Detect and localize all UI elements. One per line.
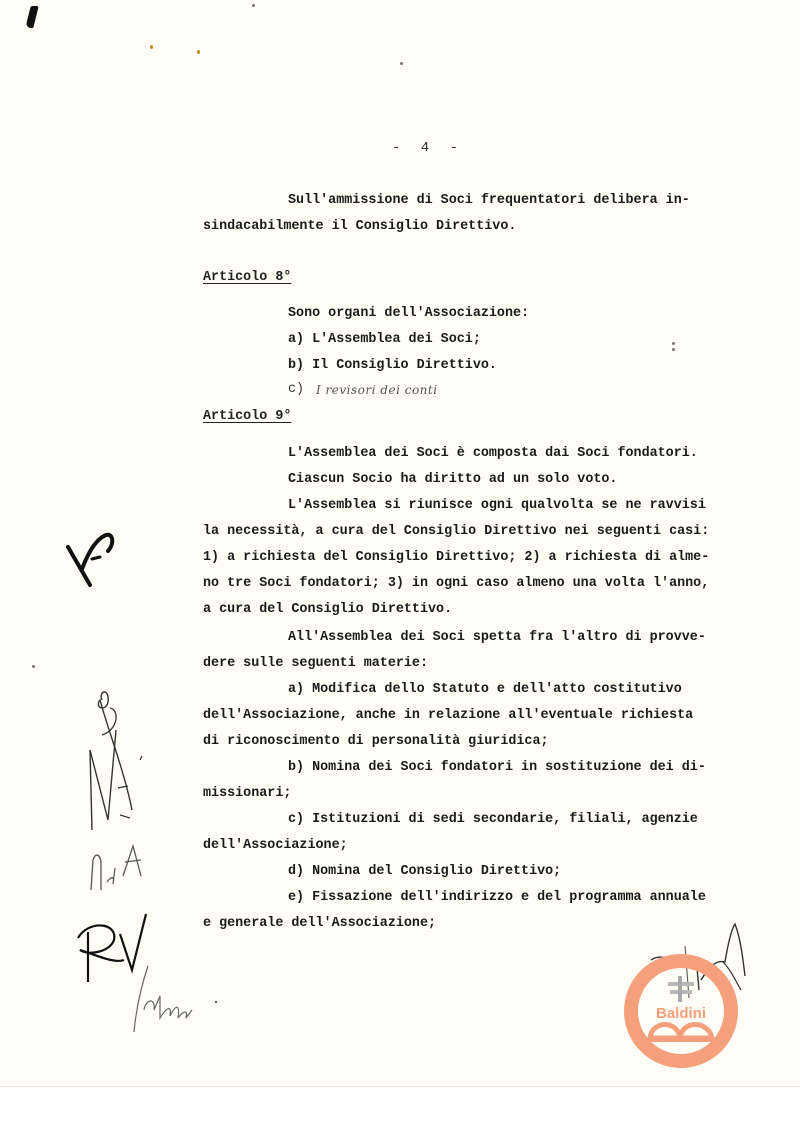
list-item: c) Istituzioni di sedi secondarie, filiali, agenzie — [288, 812, 698, 827]
list-item-cont: dell'Associazione, anche in relazione all'eventuale richiesta — [203, 708, 694, 723]
paper-speck — [252, 4, 255, 7]
list-item: a) L'Assemblea dei Soci; — [288, 332, 481, 347]
paper-speck — [672, 348, 675, 351]
handwritten-initial-icon — [62, 525, 117, 595]
list-item-cont: di riconoscimento di personalità giuridica; — [203, 734, 549, 749]
paragraph-line: L'Assemblea dei Soci è composta dai Soci fondatori. — [288, 446, 698, 461]
handwritten-signature-icon — [126, 960, 226, 1035]
baldini-stamp-logo — [622, 952, 740, 1070]
stamp-label: Baldini — [655, 1005, 707, 1022]
paragraph-line: a cura del Consiglio Direttivo. — [203, 602, 453, 617]
paragraph-line: Sull'ammissione di Soci frequentatori delibera in- — [288, 193, 690, 208]
handwritten-signature-icon — [80, 690, 150, 830]
handwritten-initials-icon — [85, 842, 155, 894]
ink-mark — [25, 6, 38, 28]
list-item: d) Nomina del Consiglio Direttivo; — [288, 864, 562, 879]
article-9-heading: Articolo 9° — [203, 409, 292, 424]
list-item: b) Nomina dei Soci fondatori in sostituzione dei di- — [288, 760, 706, 775]
page-number: - 4 - — [392, 140, 465, 156]
list-item: c) — [288, 382, 305, 397]
list-item: a) Modifica dello Statuto e dell'atto costitutivo — [288, 682, 682, 697]
paragraph-line: la necessità, a cura del Consiglio Direttivo nei seguenti casi: — [203, 524, 710, 539]
paragraph-line: L'Assemblea si riunisce ogni qualvolta se ne ravvisi — [288, 498, 706, 513]
paragraph-line: All'Assemblea dei Soci spetta fra l'altro di provve- — [288, 630, 706, 645]
paper-speck — [400, 62, 403, 65]
handwritten-addition: I revisori dei conti — [316, 383, 438, 397]
paragraph-line: no tre Soci fondatori; 3) in ogni caso almeno una volta l'anno, — [203, 576, 710, 591]
article-8-lead: Sono organi dell'Associazione: — [288, 306, 530, 321]
paragraph-line: Ciascun Socio ha diritto ad un solo voto. — [288, 472, 618, 487]
paper-speck — [197, 50, 200, 54]
article-8-heading: Articolo 8° — [203, 270, 292, 285]
paragraph-line: dere sulle seguenti materie: — [203, 656, 428, 671]
list-item: e) Fissazione dell'indirizzo e del programma annuale — [288, 890, 706, 905]
list-item: b) Il Consiglio Direttivo. — [288, 358, 497, 373]
paper-speck — [32, 665, 35, 668]
paragraph-line: 1) a richiesta del Consiglio Direttivo; 2) a richiesta di alme- — [203, 550, 710, 565]
paragraph-line: sindacabilmente il Consiglio Direttivo. — [203, 219, 517, 234]
paper-speck — [150, 45, 153, 49]
list-item-cont: dell'Associazione; — [203, 838, 348, 853]
list-item-cont: missionari; — [203, 786, 292, 801]
list-item-cont: e generale dell'Associazione; — [203, 916, 437, 931]
paper-speck — [672, 342, 675, 345]
